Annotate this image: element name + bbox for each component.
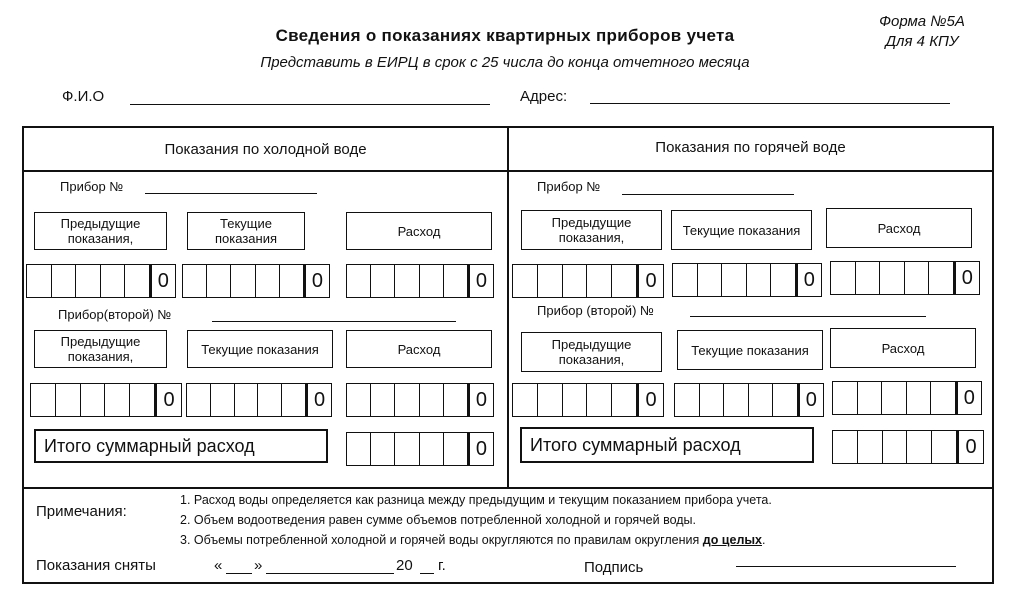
cold-usage2-label-box [346,330,492,368]
cold-total-decimal: 0 [468,433,493,465]
hot-curr2-label: Текущие показания [691,342,809,358]
year-suffix: г. [438,557,446,574]
cold-dev2-curr-digits[interactable] [186,383,332,417]
date-day-field[interactable] [226,573,252,574]
hot-device2-number-field[interactable] [690,316,926,317]
form-title: Сведения о показаниях квартирных приборов учета [275,26,735,45]
hot-dev2-curr-decimal: 0 [798,384,824,416]
cold-dev2-usage-decimal: 0 [468,384,493,416]
cold-usage-label-box [346,212,492,250]
cold-device1-number-field[interactable] [145,193,317,194]
hot-prev2-label: Предыдущие показания, [551,337,632,367]
cold-curr2-label: Текущие показания [201,341,319,357]
cold-prev-label: Предыдущие показания, [60,216,141,246]
cold-total-label: Итого суммарный расход [44,435,255,456]
cold-curr2-label-box [187,330,333,368]
cold-dev1-prev-digits[interactable] [26,264,176,298]
date-year-field[interactable] [420,573,434,574]
year-prefix: 20 [396,557,413,574]
readings-taken-label: Показания сняты [36,557,156,574]
note-3 [180,533,766,547]
fio-field[interactable] [130,104,490,105]
hot-dev2-prev-decimal: 0 [637,384,663,416]
cold-dev2-prev-digits[interactable] [30,383,182,417]
cold-dev1-usage-digits[interactable] [346,264,494,298]
hot-dev2-usage-decimal: 0 [956,382,982,414]
note-3-text: 3. Объемы потребленной холодной и горячей воды округляются по правилам округления [180,533,700,547]
date-month-field[interactable] [266,573,394,574]
signature-field[interactable] [736,566,956,567]
hot-usage2-label: Расход [881,340,925,356]
hot-usage-label-box [826,208,972,248]
cold-dev2-prev-decimal: 0 [155,384,181,416]
cold-prev-label-box [34,212,167,250]
hot-curr-label: Текущие показания [682,222,801,238]
hot-dev1-prev-decimal: 0 [637,265,663,297]
notes-divider [22,487,994,489]
date-open-quote: « [214,557,223,574]
signature-label: Подпись [584,559,644,576]
hot-curr-label-box [671,210,812,250]
note-3-emphasis: до целых [702,533,763,547]
form-subtitle: Представить в ЕИРЦ в срок с 25 числа до конца отчетного месяца [260,54,750,71]
cold-device1-label: Прибор № [60,179,124,194]
cold-device2-label: Прибор(второй) № [58,307,172,322]
cold-water-heading: Показания по холодной воде [164,141,367,158]
cold-device2-number-field[interactable] [212,321,456,322]
form-scope: Для 4 КПУ [885,33,959,50]
hot-total-decimal: 0 [957,431,983,463]
cold-prev2-label: Предыдущие показания, [60,334,141,364]
cold-dev1-usage-decimal: 0 [468,265,493,297]
hot-device1-number-field[interactable] [622,194,794,195]
hot-dev2-curr-digits[interactable] [674,383,824,417]
form-number: Форма №5А [879,13,965,30]
hot-device1-label: Прибор № [537,179,601,194]
cold-dev1-curr-decimal: 0 [304,265,329,297]
date-close-quote: » [254,557,263,574]
hot-dev1-curr-digits[interactable] [672,263,822,297]
hot-dev1-curr-decimal: 0 [796,264,822,296]
notes-title: Примечания: [36,503,127,520]
hot-total-digits[interactable] [832,430,984,464]
hot-dev2-usage-digits[interactable] [832,381,982,415]
hot-dev1-prev-digits[interactable] [512,264,664,298]
hot-dev2-prev-digits[interactable] [512,383,664,417]
hot-prev2-label-box [521,332,662,372]
fio-label: Ф.И.О [62,88,105,105]
cold-usage2-label: Расход [397,341,441,357]
cold-dev1-curr-digits[interactable] [182,264,330,298]
hot-total-label: Итого суммарный расход [530,434,741,455]
address-label: Адрес: [520,88,568,105]
hot-total-label-box [520,427,814,463]
hot-usage-label: Расход [877,220,921,236]
cold-curr-label-box [187,212,305,250]
note-3-period: . [762,533,766,547]
hot-prev-label-box [521,210,662,250]
address-field[interactable] [590,103,950,104]
hot-dev1-usage-decimal: 0 [954,262,980,294]
cold-curr-label: Текущие показания [215,216,277,246]
cold-dev1-prev-decimal: 0 [150,265,176,297]
cold-usage-label: Расход [397,223,441,239]
hot-usage2-label-box [830,328,976,368]
form-number-block [862,12,982,52]
cold-prev2-label-box [34,330,167,368]
column-divider [507,126,509,488]
cold-dev2-usage-digits[interactable] [346,383,494,417]
cold-dev2-curr-decimal: 0 [306,384,331,416]
hot-curr2-label-box [677,330,823,370]
hot-dev1-usage-digits[interactable] [830,261,980,295]
cold-total-digits[interactable] [346,432,494,466]
note-2: 2. Объем водоотведения равен сумме объемов потребленной холодной и горячей воды. [180,513,697,527]
note-1: 1. Расход воды определяется как разница между предыдущим и текущим показанием прибора учета. [180,493,772,507]
cold-total-label-box [34,429,328,463]
hot-water-heading: Показания по горячей воде [655,139,846,156]
hot-device2-label: Прибор (второй) № [537,303,654,318]
hot-prev-label: Предыдущие показания, [551,215,632,245]
